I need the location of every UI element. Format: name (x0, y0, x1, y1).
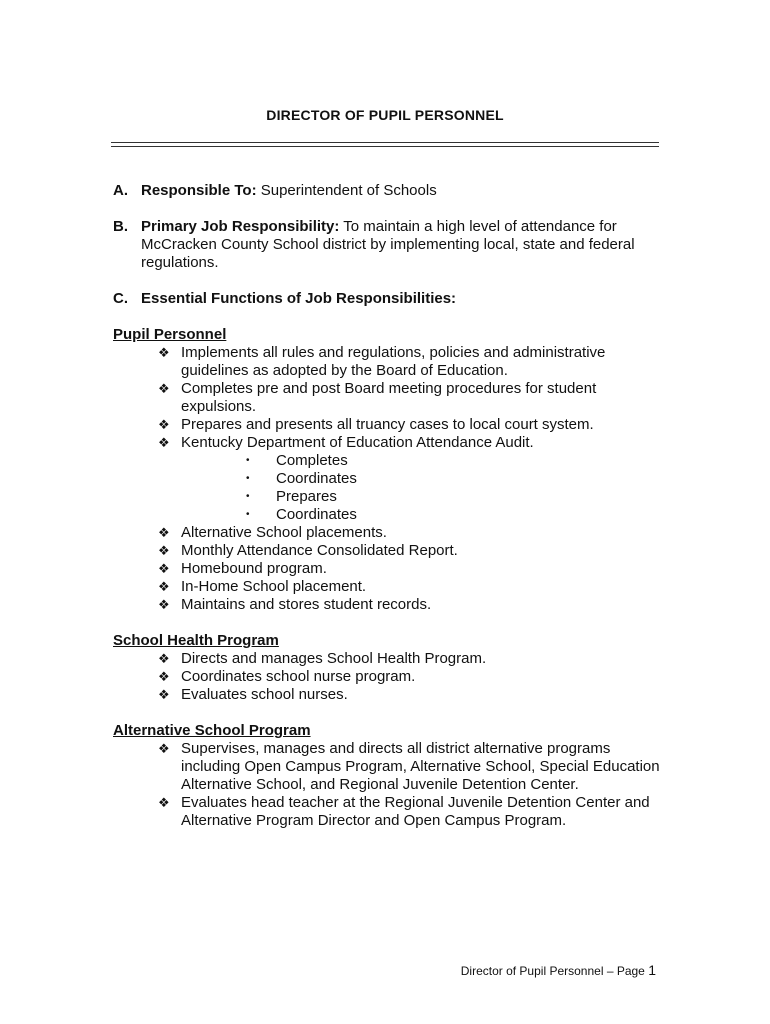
section-c (113, 290, 673, 308)
list-item: ❖ Directs and manages School Health Program. (158, 650, 487, 667)
diamond-bullet-icon: ❖ (158, 345, 170, 360)
list-item: ❖ Implements all rules and regulations, policies and administrative guidelines as adopted by the Board of Education. (158, 344, 606, 379)
document-body (113, 182, 673, 848)
diamond-bullet-icon: ❖ (158, 687, 170, 702)
diamond-bullet-icon: ❖ (158, 381, 170, 396)
section-a-label: Responsible To: (141, 182, 257, 199)
diamond-bullet-icon: ❖ (158, 597, 170, 612)
footer-text: Director of Pupil Personnel – Page (460, 964, 645, 978)
list-item: ❖ Evaluates school nurses. (158, 686, 348, 703)
diamond-bullet-icon: ❖ (158, 579, 170, 594)
dot-bullet-icon: • (246, 455, 250, 466)
list-item: ❖ Monthly Attendance Consolidated Report. (158, 542, 458, 559)
list-item: ❖ Completes pre and post Board meeting procedures for student expulsions. (158, 380, 597, 415)
section-c-label: Essential Functions of Job Responsibilities: (141, 290, 457, 307)
page-number: 1 (648, 962, 656, 978)
diamond-bullet-icon: ❖ (158, 435, 170, 450)
diamond-bullet-icon: ❖ (158, 741, 170, 756)
section-a-text: Superintendent of Schools (260, 182, 437, 199)
alternative-school-list (113, 740, 673, 830)
diamond-bullet-icon: ❖ (158, 561, 170, 576)
sub-list-item: • Prepares (226, 488, 673, 506)
diamond-bullet-icon: ❖ (158, 669, 170, 684)
list-item: ❖ Supervises, manages and directs all district alternative programs including Open Campus Program, Alternative School, Special Education Alternative School, and Regional Juvenile Detention Center. (158, 740, 660, 793)
sub-list-item: • Completes (226, 452, 673, 470)
section-b (113, 218, 673, 272)
section-a (113, 182, 673, 200)
diamond-bullet-icon: ❖ (158, 525, 170, 540)
dot-bullet-icon: • (246, 509, 250, 520)
list-item: ❖ Kentucky Department of Education Attendance Audit. (158, 434, 534, 451)
list-item: ❖ Alternative School placements. (158, 524, 387, 541)
pupil-personnel-list (113, 344, 673, 614)
diamond-bullet-icon: ❖ (158, 795, 170, 810)
sub-list-container (158, 452, 673, 524)
diamond-bullet-icon: ❖ (158, 651, 170, 666)
audit-sub-list (158, 452, 673, 524)
list-item: ❖ Evaluates head teacher at the Regional Juvenile Detention Center and Alternative Program Director and Open Campus Program. (158, 794, 650, 829)
sub-list-item: • Coordinates (226, 470, 673, 488)
section-letter: A. (113, 182, 128, 199)
section-letter: C. (113, 290, 128, 307)
section-b-label: Primary Job Responsibility: (141, 218, 340, 235)
section-letter: B. (113, 218, 128, 235)
document-title: DIRECTOR OF PUPIL PERSONNEL (266, 107, 504, 123)
dot-bullet-icon: • (246, 473, 250, 484)
list-item: ❖ In-Home School placement. (158, 578, 367, 595)
page-footer (461, 962, 656, 978)
school-health-heading: School Health Program (113, 632, 279, 649)
list-item: ❖ Coordinates school nurse program. (158, 668, 416, 685)
title-divider (111, 142, 659, 147)
school-health-list (113, 650, 673, 704)
section-b-text: To maintain a high level of attendance for McCracken County School district by implementing local, state and federal regulations. (141, 218, 635, 271)
diamond-bullet-icon: ❖ (158, 543, 170, 558)
list-item: ❖ Homebound program. (158, 560, 327, 577)
sub-list-item: • Coordinates (226, 506, 673, 524)
alternative-school-heading: Alternative School Program (113, 722, 311, 739)
diamond-bullet-icon: ❖ (158, 417, 170, 432)
pupil-personnel-heading: Pupil Personnel (113, 326, 227, 343)
list-item: ❖ Maintains and stores student records. (158, 596, 432, 613)
dot-bullet-icon: • (246, 491, 250, 502)
list-item: ❖ Prepares and presents all truancy cases to local court system. (158, 416, 594, 433)
